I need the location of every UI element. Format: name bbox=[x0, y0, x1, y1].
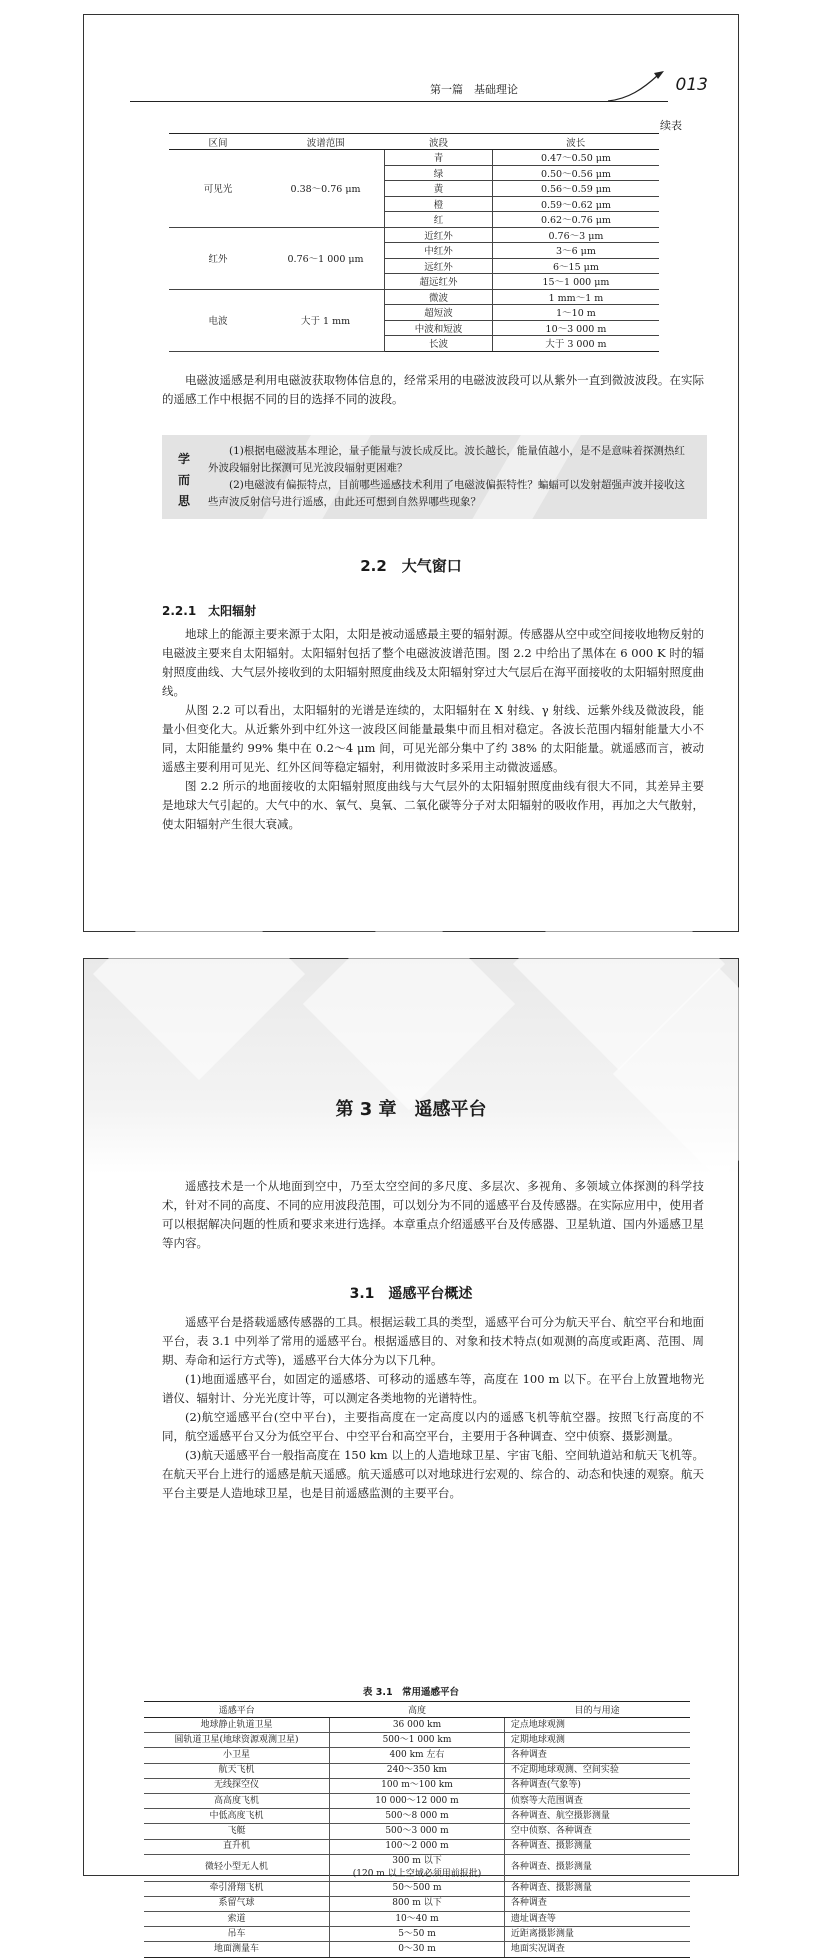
table-row bbox=[144, 1778, 690, 1793]
range-cell: 大于 1 mm bbox=[267, 289, 385, 351]
purpose-cell: 定点地球观测 bbox=[504, 1718, 690, 1733]
platform-cell: 中低高度飞机 bbox=[144, 1809, 330, 1824]
intro-paragraph bbox=[162, 371, 704, 409]
band-cell: 绿 bbox=[385, 165, 493, 181]
table-row bbox=[144, 1733, 690, 1748]
header-part-title: 第一篇 基础理论 bbox=[430, 83, 518, 96]
running-header bbox=[130, 65, 708, 105]
altitude-cell: 800 m 以下 bbox=[330, 1896, 505, 1911]
subsection-title: 2.2.1 太阳辐射 bbox=[162, 604, 257, 618]
paragraph-text: 从图 2.2 可以看出，太阳辐射的光谱是连续的，太阳辐射在 X 射线、γ 射线、远紫外线及微波段，能量小但变化大。从近紫外到中红外这一波段区间能量最集中而且相对稳定。各波长范围内辐射能量大小不同，太阳能量约 99% 集中在 0.2～4 μm 间，可见光部分集中了约 38% 的太阳能量。就遥感而言，被动遥感主要利用可见光、红外区间等稳定辐射，利用微波时多采用主动微波遥感。 bbox=[162, 703, 704, 774]
platform-cell: 地面测量车 bbox=[144, 1942, 330, 1957]
table-row bbox=[144, 1854, 690, 1881]
purpose-cell: 各种调查 bbox=[504, 1748, 690, 1763]
platform-table bbox=[144, 1701, 690, 1958]
question-1: (1)根据电磁波基本理论，量子能量与波长成反比。波长越长，能量值越小，是不是意味着探测热红外波段辐射比探测可见光波段辐射更困难？ bbox=[208, 445, 685, 474]
platform-cell: 无线探空仪 bbox=[144, 1778, 330, 1793]
altitude-cell: 500～8 000 m bbox=[330, 1809, 505, 1824]
col-header-zone: 区间 bbox=[169, 134, 267, 150]
band-cell: 近红外 bbox=[385, 227, 493, 243]
altitude-cell: 0～30 m bbox=[330, 1942, 505, 1957]
platform-cell: 圆轨道卫星(地球资源观测卫星) bbox=[144, 1733, 330, 1748]
label-char: 学 bbox=[177, 452, 190, 466]
platform-cell: 飞艇 bbox=[144, 1824, 330, 1839]
band-cell: 微波 bbox=[385, 289, 493, 305]
table-row bbox=[144, 1748, 690, 1763]
wave-cell: 1～10 m bbox=[492, 305, 659, 321]
zone-cell: 电波 bbox=[169, 289, 267, 351]
chapter-intro bbox=[162, 1177, 704, 1253]
think-box-questions bbox=[208, 443, 688, 511]
purpose-cell: 侦察等大范围调查 bbox=[504, 1793, 690, 1808]
page-013 bbox=[83, 14, 739, 932]
swoosh-decoration-icon bbox=[608, 69, 668, 105]
platform-cell: 系留气球 bbox=[144, 1896, 330, 1911]
altitude-cell: 500～3 000 m bbox=[330, 1824, 505, 1839]
altitude-cell: 400 km 左右 bbox=[330, 1748, 505, 1763]
altitude-cell: 500～1 000 km bbox=[330, 1733, 505, 1748]
paragraph-text: 遥感技术是一个从地面到空中，乃至太空空间的多尺度、多层次、多视角、多领域立体探测的科学技术，针对不同的高度、不同的应用波段范围，可以划分为不同的遥感平台及传感器。在实际应用中，使用者可以根据解决问题的性质和要求来进行选择。本章重点介绍遥感平台及传感器、卫星轨道、国内外遥感卫星等内容。 bbox=[162, 1179, 704, 1250]
spectrum-table bbox=[169, 133, 659, 352]
table-row bbox=[144, 1809, 690, 1824]
table-row bbox=[144, 1824, 690, 1839]
platform-cell: 航天飞机 bbox=[144, 1763, 330, 1778]
purpose-cell: 地面实况调查 bbox=[504, 1942, 690, 1957]
table-row bbox=[144, 1927, 690, 1942]
table-row bbox=[144, 1912, 690, 1927]
paragraph-text: 电磁波遥感是利用电磁波获取物体信息的，经常采用的电磁波波段可以从紫外一直到微波波段。在实际的遥感工作中根据不同的目的选择不同的波段。 bbox=[162, 373, 704, 406]
chapter-title: 第 3 章 遥感平台 bbox=[335, 1099, 487, 1120]
platform-cell: 索道 bbox=[144, 1912, 330, 1927]
purpose-cell: 各种调查 bbox=[504, 1896, 690, 1911]
purpose-cell: 遗址调查等 bbox=[504, 1912, 690, 1927]
altitude-cell: 36 000 km bbox=[330, 1718, 505, 1733]
band-cell: 超远红外 bbox=[385, 274, 493, 290]
purpose-cell: 各种调查、航空摄影测量 bbox=[504, 1809, 690, 1824]
band-cell: 远红外 bbox=[385, 258, 493, 274]
table-caption: 表 3.1 常用遥感平台 bbox=[362, 1687, 460, 1698]
table-row bbox=[144, 1839, 690, 1854]
range-cell: 0.76～1 000 μm bbox=[267, 227, 385, 289]
paragraph-text: 地球上的能源主要来源于太阳，太阳是被动遥感最主要的辐射源。传感器从空中或空间接收地物反射的电磁波主要来自太阳辐射。太阳辐射包括了整个电磁波波谱范围。图 2.2 中给出了黑体在 6 000 K 时的辐射照度曲线、大气层外接收到的太阳辐射照度曲线及太阳辐射穿过大气层后在海平面接收的太阳辐射照度曲线。 bbox=[162, 627, 704, 698]
band-cell: 红 bbox=[385, 212, 493, 228]
altitude-cell: 100 m～100 km bbox=[330, 1778, 505, 1793]
platform-cell: 微轻小型无人机 bbox=[144, 1854, 330, 1881]
platform-cell: 小卫星 bbox=[144, 1748, 330, 1763]
purpose-cell: 空中侦察、各种调查 bbox=[504, 1824, 690, 1839]
paragraph-text: (3)航天遥感平台一般指高度在 150 km 以上的人造地球卫星、宇宙飞船、空间轨道站和航天飞机等。在航天平台上进行的遥感是航天遥感。航天遥感可以对地球进行宏观的、综合的、动态和快速的观察。航天平台主要是人造地球卫星，也是目前遥感监测的主要平台。 bbox=[162, 1448, 704, 1500]
purpose-cell: 近距离摄影测量 bbox=[504, 1927, 690, 1942]
table-row bbox=[169, 289, 659, 305]
wave-cell: 大于 3 000 m bbox=[492, 336, 659, 352]
wave-cell: 15～1 000 μm bbox=[492, 274, 659, 290]
table-row bbox=[144, 1896, 690, 1911]
band-cell: 橙 bbox=[385, 196, 493, 212]
band-cell: 黄 bbox=[385, 181, 493, 197]
table-row bbox=[144, 1718, 690, 1733]
section-title: 3.1 遥感平台概述 bbox=[349, 1286, 473, 1302]
section-title: 2.2 大气窗口 bbox=[360, 557, 462, 575]
wave-cell: 0.62～0.76 μm bbox=[492, 212, 659, 228]
wave-cell: 0.76～3 μm bbox=[492, 227, 659, 243]
platform-cell: 高高度飞机 bbox=[144, 1793, 330, 1808]
wave-cell: 0.50～0.56 μm bbox=[492, 165, 659, 181]
table-continued-label: 续表 bbox=[660, 119, 682, 132]
purpose-cell: 各种调查、摄影测量 bbox=[504, 1839, 690, 1854]
body-text bbox=[162, 625, 704, 834]
col-header-band: 波段 bbox=[385, 134, 493, 150]
platform-cell: 地球静止轨道卫星 bbox=[144, 1718, 330, 1733]
chapter-3-page bbox=[83, 958, 739, 1955]
col-header-purpose: 目的与用途 bbox=[504, 1702, 690, 1718]
altitude-cell: 10 000～12 000 m bbox=[330, 1793, 505, 1808]
altitude-cell: 240～350 km bbox=[330, 1763, 505, 1778]
zone-cell: 红外 bbox=[169, 227, 267, 289]
platform-table-body bbox=[144, 1718, 690, 1958]
band-cell: 中波和短波 bbox=[385, 320, 493, 336]
table-row bbox=[144, 1763, 690, 1778]
purpose-cell: 各种调查、摄影测量 bbox=[504, 1881, 690, 1896]
paragraph-text: 图 2.2 所示的地面接收的太阳辐射照度曲线与大气层外的太阳辐射照度曲线有很大不同，其差异主要是地球大气引起的。大气中的水、氧气、臭氧、二氧化碳等分子对太阳辐射的吸收作用，再加之大气散射，使太阳辐射产生很大衰减。 bbox=[162, 779, 704, 831]
table-row bbox=[144, 1793, 690, 1808]
paragraph-text: (1)地面遥感平台，如固定的遥感塔、可移动的遥感车等，高度在 100 m 以下。在平台上放置地物光谱仪、辐射计、分光光度计等，可以测定各类地物的光谱特性。 bbox=[162, 1372, 704, 1405]
header-rule bbox=[130, 101, 668, 102]
chapter-header-background bbox=[84, 959, 738, 1174]
purpose-cell: 各种调查、摄影测量 bbox=[504, 1854, 690, 1881]
platform-cell: 吊车 bbox=[144, 1927, 330, 1942]
think-box-label bbox=[174, 449, 194, 512]
paragraph-text: 遥感平台是搭载遥感传感器的工具。根据运载工具的类型，遥感平台可分为航天平台、航空平台和地面平台，表 3.1 中列举了常用的遥感平台。根据遥感目的、对象和技术特点(如观测的高度或距离、范围、周期、寿命和运行方式等)，遥感平台大体分为以下几种。 bbox=[162, 1315, 704, 1367]
table-row bbox=[169, 150, 659, 166]
table-header-row bbox=[144, 1702, 690, 1718]
altitude-cell: 300 m 以下 (120 m 以上空域必须用前报批) bbox=[330, 1854, 505, 1881]
wave-cell: 0.56～0.59 μm bbox=[492, 181, 659, 197]
purpose-cell: 不定期地球观测、空间实验 bbox=[504, 1763, 690, 1778]
purpose-cell: 定期地球观测 bbox=[504, 1733, 690, 1748]
table-row bbox=[169, 227, 659, 243]
col-header-altitude: 高度 bbox=[330, 1702, 505, 1718]
range-cell: 0.38～0.76 μm bbox=[267, 150, 385, 228]
altitude-cell: 50～500 m bbox=[330, 1881, 505, 1896]
table-row bbox=[144, 1881, 690, 1896]
altitude-cell: 10～40 m bbox=[330, 1912, 505, 1927]
altitude-cell: 5～50 m bbox=[330, 1927, 505, 1942]
label-char: 而 bbox=[177, 473, 190, 487]
band-cell: 青 bbox=[385, 150, 493, 166]
col-header-platform: 遥感平台 bbox=[144, 1702, 330, 1718]
table-header-row bbox=[169, 134, 659, 150]
purpose-cell: 各种调查(气象等) bbox=[504, 1778, 690, 1793]
col-header-wavelength: 波长 bbox=[492, 134, 659, 150]
wave-cell: 0.59～0.62 μm bbox=[492, 196, 659, 212]
wave-cell: 6～15 μm bbox=[492, 258, 659, 274]
zone-cell: 可见光 bbox=[169, 150, 267, 228]
band-cell: 长波 bbox=[385, 336, 493, 352]
label-char: 思 bbox=[177, 494, 190, 508]
band-cell: 中红外 bbox=[385, 243, 493, 259]
col-header-range: 波谱范围 bbox=[267, 134, 385, 150]
question-2: (2)电磁波有偏振特点，目前哪些遥感技术利用了电磁波偏振特性？蝙蝠可以发射超强声波并接收这些声波反射信号进行遥感，由此还可想到自然界哪些现象？ bbox=[208, 479, 685, 508]
wave-cell: 1 mm～1 m bbox=[492, 289, 659, 305]
platform-cell: 牵引滑翔飞机 bbox=[144, 1881, 330, 1896]
think-box bbox=[162, 435, 707, 519]
paragraph-text: (2)航空遥感平台(空中平台)，主要指高度在一定高度以内的遥感飞机等航空器。按照飞行高度的不同，航空遥感平台又分为低空平台、中空平台和高空平台，主要用于各种调查、空中侦察、摄影测量。 bbox=[162, 1410, 704, 1443]
body-text bbox=[162, 1313, 704, 1503]
wave-cell: 0.47～0.50 μm bbox=[492, 150, 659, 166]
wave-cell: 3～6 μm bbox=[492, 243, 659, 259]
altitude-cell: 100～2 000 m bbox=[330, 1839, 505, 1854]
platform-cell: 直升机 bbox=[144, 1839, 330, 1854]
page-number: 013 bbox=[675, 75, 708, 95]
table-row bbox=[144, 1942, 690, 1957]
band-cell: 超短波 bbox=[385, 305, 493, 321]
wave-cell: 10～3 000 m bbox=[492, 320, 659, 336]
